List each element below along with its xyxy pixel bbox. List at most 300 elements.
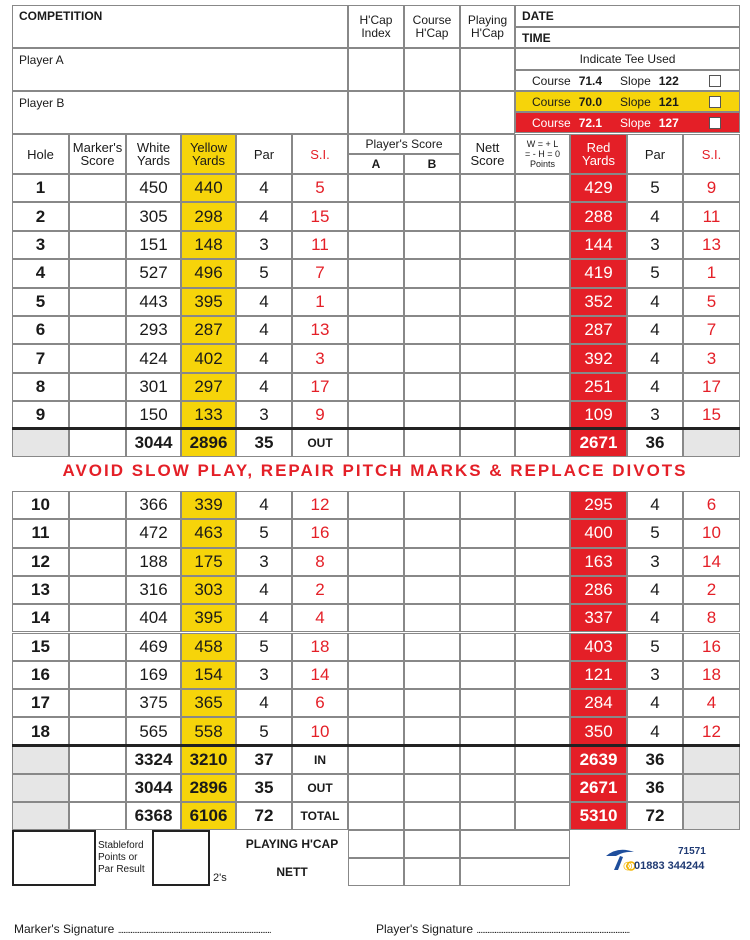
player-a-course-hcap[interactable]	[404, 48, 460, 91]
white-yards: 450	[126, 174, 181, 202]
markers-signature-label: Marker's Signature	[14, 922, 115, 936]
nett-score-cell[interactable]	[460, 316, 515, 344]
par: 3	[236, 231, 292, 259]
tee-checkbox[interactable]	[709, 96, 721, 108]
red-yards: 403	[570, 633, 627, 661]
hole-number: 8	[12, 373, 69, 401]
par: 5	[236, 259, 292, 287]
yellow-yards: 402	[181, 344, 236, 372]
player-a-score[interactable]	[348, 548, 404, 576]
yellow-yards: 496	[181, 259, 236, 287]
total-b-out[interactable]	[404, 774, 460, 802]
stroke-index-red: 18	[683, 661, 740, 689]
tee-slope-value: 121	[658, 94, 679, 109]
player-b-score[interactable]	[404, 491, 460, 519]
player-b-score[interactable]	[404, 401, 460, 429]
total-par-red-out-front: 36	[627, 429, 683, 457]
total-white-out-front: 3044	[126, 429, 181, 457]
nett-score-cell[interactable]	[460, 401, 515, 429]
white-yards: 293	[126, 316, 181, 344]
yellow-yards: 303	[181, 576, 236, 604]
total-b-out-front[interactable]	[404, 429, 460, 457]
total-nett-out-front[interactable]	[460, 429, 515, 457]
par: 4	[236, 491, 292, 519]
stroke-index-red: 5	[683, 288, 740, 316]
tee-option-red[interactable]	[515, 112, 740, 133]
yellow-yards: 287	[181, 316, 236, 344]
total-nett-total[interactable]	[460, 802, 515, 830]
players-signature-line: ......................................................................................	[476, 925, 630, 936]
player-a-score[interactable]	[348, 604, 404, 632]
hole-number: 11	[12, 519, 69, 547]
nett-score-cell[interactable]	[460, 576, 515, 604]
col-header-b: B	[404, 154, 460, 174]
total-par-total: 72	[236, 802, 292, 830]
player-a-score[interactable]	[348, 202, 404, 230]
player-a-score[interactable]	[348, 717, 404, 745]
markers-score-cell[interactable]	[69, 288, 126, 316]
total-hole-blank-out-front	[12, 429, 69, 457]
hole-number: 14	[12, 604, 69, 632]
printer-logo-icon	[604, 846, 638, 872]
total-par-red-in: 36	[627, 746, 683, 774]
wlh-points-cell[interactable]	[515, 548, 570, 576]
player-a-score[interactable]	[348, 373, 404, 401]
playing-hcap-a[interactable]	[348, 830, 404, 858]
nett-score-cell[interactable]	[460, 633, 515, 661]
player-b-playing-hcap[interactable]	[460, 91, 515, 134]
player-a-score[interactable]	[348, 633, 404, 661]
markers-score-cell[interactable]	[69, 344, 126, 372]
total-si-blank-in	[683, 746, 740, 774]
stroke-index-red: 2	[683, 576, 740, 604]
total-red-out: 2671	[570, 774, 627, 802]
total-yellow-out-front: 2896	[181, 429, 236, 457]
section-divider	[12, 427, 740, 430]
total-hole-blank-in	[12, 746, 69, 774]
tee-option-yellow[interactable]	[515, 91, 740, 112]
wlh-points-cell[interactable]	[515, 604, 570, 632]
date-field[interactable]	[515, 5, 740, 27]
player-b-hcap-index[interactable]	[348, 91, 404, 134]
nett-score-cell[interactable]	[460, 174, 515, 202]
total-wlh-total[interactable]	[515, 802, 570, 830]
player-b-score[interactable]	[404, 717, 460, 745]
par-red: 4	[627, 288, 683, 316]
par-red: 4	[627, 202, 683, 230]
wlh-points-cell[interactable]	[515, 231, 570, 259]
total-a-in[interactable]	[348, 746, 404, 774]
hole-number: 4	[12, 259, 69, 287]
nett-score-cell[interactable]	[460, 604, 515, 632]
stroke-index: 17	[292, 373, 348, 401]
competition-box	[12, 5, 348, 48]
white-yards: 469	[126, 633, 181, 661]
stroke-index-red: 9	[683, 174, 740, 202]
hole-number: 9	[12, 401, 69, 429]
nett-score-cell[interactable]	[460, 344, 515, 372]
par: 4	[236, 344, 292, 372]
player-b-score[interactable]	[404, 288, 460, 316]
hole-number: 15	[12, 633, 69, 661]
wlh-points-cell[interactable]	[515, 491, 570, 519]
playing-hcap-header: Playing H'Cap	[460, 5, 515, 48]
yellow-yards: 148	[181, 231, 236, 259]
total-marker-blank-total[interactable]	[69, 802, 126, 830]
total-nett-in[interactable]	[460, 746, 515, 774]
markers-score-cell[interactable]	[69, 316, 126, 344]
twos-box[interactable]	[152, 830, 210, 886]
par: 4	[236, 288, 292, 316]
tee-checkbox[interactable]	[709, 75, 721, 87]
col-header-si-red: S.I.	[683, 134, 740, 174]
total-par-out: 35	[236, 774, 292, 802]
hole-number: 5	[12, 288, 69, 316]
player-a-score[interactable]	[348, 519, 404, 547]
tee-course-value: 71.4	[578, 73, 603, 88]
player-b-score[interactable]	[404, 576, 460, 604]
par: 3	[236, 548, 292, 576]
red-yards: 287	[570, 316, 627, 344]
par-red: 4	[627, 491, 683, 519]
hole-number: 13	[12, 576, 69, 604]
tee-slope-label: Slope	[620, 73, 651, 88]
player-b-score[interactable]	[404, 633, 460, 661]
stroke-index-red: 11	[683, 202, 740, 230]
yellow-yards: 395	[181, 288, 236, 316]
tee-checkbox[interactable]	[709, 117, 721, 129]
player-b-score[interactable]	[404, 519, 460, 547]
total-label-in: IN	[292, 746, 348, 774]
total-a-total[interactable]	[348, 802, 404, 830]
red-yards: 144	[570, 231, 627, 259]
par-red: 4	[627, 373, 683, 401]
yellow-yards: 298	[181, 202, 236, 230]
col-header-white-yards: White Yards	[126, 134, 181, 174]
tee-slope-label: Slope	[620, 94, 651, 109]
stroke-index: 1	[292, 288, 348, 316]
player-b-score[interactable]	[404, 174, 460, 202]
col-header-a: A	[348, 154, 404, 174]
hole-number: 17	[12, 689, 69, 717]
col-header-par-red: Par	[627, 134, 683, 174]
wlh-points-cell[interactable]	[515, 344, 570, 372]
total-b-in[interactable]	[404, 746, 460, 774]
total-si-blank-total	[683, 802, 740, 830]
tee-option-white[interactable]	[515, 70, 740, 91]
nett-b[interactable]	[404, 858, 460, 886]
col-header-wlh-points: W = + L = - H = 0 Points	[515, 134, 570, 174]
wlh-points-cell[interactable]	[515, 576, 570, 604]
markers-score-cell[interactable]	[69, 519, 126, 547]
nett-score-cell[interactable]	[460, 548, 515, 576]
tee-course-label: Course	[532, 115, 571, 130]
white-yards: 151	[126, 231, 181, 259]
total-label-out-front: OUT	[292, 429, 348, 457]
wlh-points-cell[interactable]	[515, 633, 570, 661]
par-red: 5	[627, 259, 683, 287]
par-red: 3	[627, 401, 683, 429]
par: 4	[236, 604, 292, 632]
stroke-index: 4	[292, 604, 348, 632]
player-b-score[interactable]	[404, 661, 460, 689]
par: 4	[236, 202, 292, 230]
nett-score-cell[interactable]	[460, 259, 515, 287]
total-label-out: OUT	[292, 774, 348, 802]
stroke-index: 2	[292, 576, 348, 604]
par: 5	[236, 519, 292, 547]
markers-score-cell[interactable]	[69, 548, 126, 576]
stroke-index: 15	[292, 202, 348, 230]
red-yards: 392	[570, 344, 627, 372]
total-a-out[interactable]	[348, 774, 404, 802]
stroke-index: 9	[292, 401, 348, 429]
white-yards: 150	[126, 401, 181, 429]
nett-score-cell[interactable]	[460, 231, 515, 259]
hole-number: 6	[12, 316, 69, 344]
total-hole-blank-total	[12, 802, 69, 830]
markers-score-cell[interactable]	[69, 576, 126, 604]
nett-score-cell[interactable]	[460, 202, 515, 230]
wlh-points-cell[interactable]	[515, 519, 570, 547]
yellow-yards: 463	[181, 519, 236, 547]
par: 4	[236, 174, 292, 202]
time-label: TIME	[522, 30, 551, 45]
total-marker-blank-out[interactable]	[69, 774, 126, 802]
par: 4	[236, 373, 292, 401]
stroke-index-red: 6	[683, 491, 740, 519]
red-yards: 121	[570, 661, 627, 689]
player-a-score[interactable]	[348, 316, 404, 344]
par-red: 4	[627, 717, 683, 745]
col-header-markers-score: Marker's Score	[69, 134, 126, 174]
wlh-points-cell[interactable]	[515, 401, 570, 429]
hole-number: 1	[12, 174, 69, 202]
nett-a[interactable]	[348, 858, 404, 886]
player-b-score[interactable]	[404, 689, 460, 717]
total-a-out-front[interactable]	[348, 429, 404, 457]
total-par-red-total: 72	[627, 802, 683, 830]
total-wlh-in[interactable]	[515, 746, 570, 774]
par: 4	[236, 689, 292, 717]
wlh-points-cell[interactable]	[515, 661, 570, 689]
yellow-yards: 339	[181, 491, 236, 519]
playing-hcap-b[interactable]	[404, 830, 460, 858]
white-yards: 565	[126, 717, 181, 745]
playing-hcap-extra[interactable]	[460, 830, 570, 858]
player-a-score[interactable]	[348, 491, 404, 519]
wlh-points-cell[interactable]	[515, 202, 570, 230]
printer-logo	[604, 846, 638, 877]
player-b-score[interactable]	[404, 316, 460, 344]
par: 5	[236, 633, 292, 661]
par-red: 5	[627, 174, 683, 202]
tee-slope-value: 122	[658, 73, 679, 88]
player-a-score[interactable]	[348, 259, 404, 287]
stroke-index: 16	[292, 519, 348, 547]
markers-score-cell[interactable]	[69, 373, 126, 401]
stroke-index-red: 17	[683, 373, 740, 401]
red-yards: 295	[570, 491, 627, 519]
par: 3	[236, 401, 292, 429]
nett-extra[interactable]	[460, 858, 570, 886]
col-header-players-score: Player's Score	[348, 134, 460, 154]
player-a-score[interactable]	[348, 288, 404, 316]
stroke-index: 12	[292, 491, 348, 519]
nett-score-cell[interactable]	[460, 491, 515, 519]
printer-code: 71571	[678, 846, 706, 857]
stroke-index-red: 16	[683, 633, 740, 661]
wlh-points-cell[interactable]	[515, 316, 570, 344]
stableford-box[interactable]	[12, 830, 96, 886]
hcap-index-header: H'Cap Index	[348, 5, 404, 48]
markers-score-cell[interactable]	[69, 259, 126, 287]
wlh-points-cell[interactable]	[515, 689, 570, 717]
markers-signature[interactable]	[14, 922, 271, 936]
player-a-score[interactable]	[348, 401, 404, 429]
stroke-index-red: 12	[683, 717, 740, 745]
player-a-playing-hcap[interactable]	[460, 48, 515, 91]
player-a-score[interactable]	[348, 576, 404, 604]
markers-score-cell[interactable]	[69, 491, 126, 519]
player-b-score[interactable]	[404, 604, 460, 632]
white-yards: 424	[126, 344, 181, 372]
par-red: 4	[627, 604, 683, 632]
total-white-total: 6368	[126, 802, 181, 830]
yellow-yards: 133	[181, 401, 236, 429]
markers-score-cell[interactable]	[69, 661, 126, 689]
total-white-in: 3324	[126, 746, 181, 774]
par-red: 5	[627, 633, 683, 661]
wlh-points-cell[interactable]	[515, 259, 570, 287]
player-b-score[interactable]	[404, 259, 460, 287]
stroke-index: 11	[292, 231, 348, 259]
wlh-points-cell[interactable]	[515, 373, 570, 401]
slow-play-banner: AVOID SLOW PLAY, REPAIR PITCH MARKS & REPLACE DIVOTS	[62, 461, 688, 480]
stroke-index-red: 1	[683, 259, 740, 287]
twos-label: 2's	[213, 872, 227, 884]
players-signature[interactable]	[376, 922, 629, 936]
white-yards: 527	[126, 259, 181, 287]
yellow-yards: 365	[181, 689, 236, 717]
stroke-index-red: 8	[683, 604, 740, 632]
stroke-index-red: 7	[683, 316, 740, 344]
total-marker-blank-out-front[interactable]	[69, 429, 126, 457]
wlh-points-cell[interactable]	[515, 174, 570, 202]
markers-score-cell[interactable]	[69, 689, 126, 717]
markers-score-cell[interactable]	[69, 401, 126, 429]
par-red: 4	[627, 316, 683, 344]
par: 4	[236, 576, 292, 604]
total-b-total[interactable]	[404, 802, 460, 830]
player-b-score[interactable]	[404, 202, 460, 230]
tee-course-label: Course	[532, 73, 571, 88]
white-yards: 169	[126, 661, 181, 689]
white-yards: 188	[126, 548, 181, 576]
player-b-score[interactable]	[404, 548, 460, 576]
tee-course-label: Course	[532, 94, 571, 109]
markers-score-cell[interactable]	[69, 633, 126, 661]
player-b-field[interactable]	[12, 91, 348, 134]
wlh-points-cell[interactable]	[515, 288, 570, 316]
red-yards: 109	[570, 401, 627, 429]
par: 4	[236, 316, 292, 344]
markers-score-cell[interactable]	[69, 202, 126, 230]
markers-score-cell[interactable]	[69, 604, 126, 632]
markers-score-cell[interactable]	[69, 717, 126, 745]
white-yards: 443	[126, 288, 181, 316]
player-a-field[interactable]	[12, 48, 348, 91]
total-marker-blank-in[interactable]	[69, 746, 126, 774]
player-a-score[interactable]	[348, 174, 404, 202]
player-b-score[interactable]	[404, 231, 460, 259]
player-a-hcap-index[interactable]	[348, 48, 404, 91]
player-a-score[interactable]	[348, 344, 404, 372]
col-header-si: S.I.	[292, 134, 348, 174]
nett-score-cell[interactable]	[460, 373, 515, 401]
red-yards: 251	[570, 373, 627, 401]
hole-number: 16	[12, 661, 69, 689]
stroke-index-red: 10	[683, 519, 740, 547]
total-si-blank-out	[683, 774, 740, 802]
total-par-out-front: 35	[236, 429, 292, 457]
par-red: 4	[627, 576, 683, 604]
col-header-hole: Hole	[12, 134, 69, 174]
player-a-score[interactable]	[348, 661, 404, 689]
wlh-points-cell[interactable]	[515, 717, 570, 745]
time-field[interactable]	[515, 27, 740, 48]
nett-score-cell[interactable]	[460, 661, 515, 689]
tee-slope-label: Slope	[620, 115, 651, 130]
player-b-label: Player B	[19, 96, 65, 110]
nett-score-cell[interactable]	[460, 717, 515, 745]
total-wlh-out-front[interactable]	[515, 429, 570, 457]
player-a-score[interactable]	[348, 231, 404, 259]
total-nett-out[interactable]	[460, 774, 515, 802]
player-a-score[interactable]	[348, 689, 404, 717]
markers-score-cell[interactable]	[69, 231, 126, 259]
col-header-nett-score: Nett Score	[460, 134, 515, 174]
indicate-tee-label: Indicate Tee Used	[515, 48, 740, 70]
total-wlh-out[interactable]	[515, 774, 570, 802]
nett-score-cell[interactable]	[460, 288, 515, 316]
hole-number: 2	[12, 202, 69, 230]
stableford-label: Stableford Points or Par Result	[98, 840, 145, 875]
player-b-score[interactable]	[404, 344, 460, 372]
par-red: 4	[627, 689, 683, 717]
markers-score-cell[interactable]	[69, 174, 126, 202]
nett-label: NETT	[276, 865, 308, 879]
par-red: 3	[627, 661, 683, 689]
stroke-index: 8	[292, 548, 348, 576]
total-hole-blank-out	[12, 774, 69, 802]
stroke-index: 10	[292, 717, 348, 745]
hole-number: 12	[12, 548, 69, 576]
nett-score-cell[interactable]	[460, 519, 515, 547]
par-red: 3	[627, 231, 683, 259]
yellow-yards: 297	[181, 373, 236, 401]
player-b-course-hcap[interactable]	[404, 91, 460, 134]
player-b-score[interactable]	[404, 373, 460, 401]
nett-score-cell[interactable]	[460, 689, 515, 717]
markers-signature-line: ......................................................................................	[117, 925, 271, 936]
white-yards: 316	[126, 576, 181, 604]
yellow-yards: 440	[181, 174, 236, 202]
stroke-index: 13	[292, 316, 348, 344]
yellow-yards: 395	[181, 604, 236, 632]
total-white-out: 3044	[126, 774, 181, 802]
hole-number: 10	[12, 491, 69, 519]
